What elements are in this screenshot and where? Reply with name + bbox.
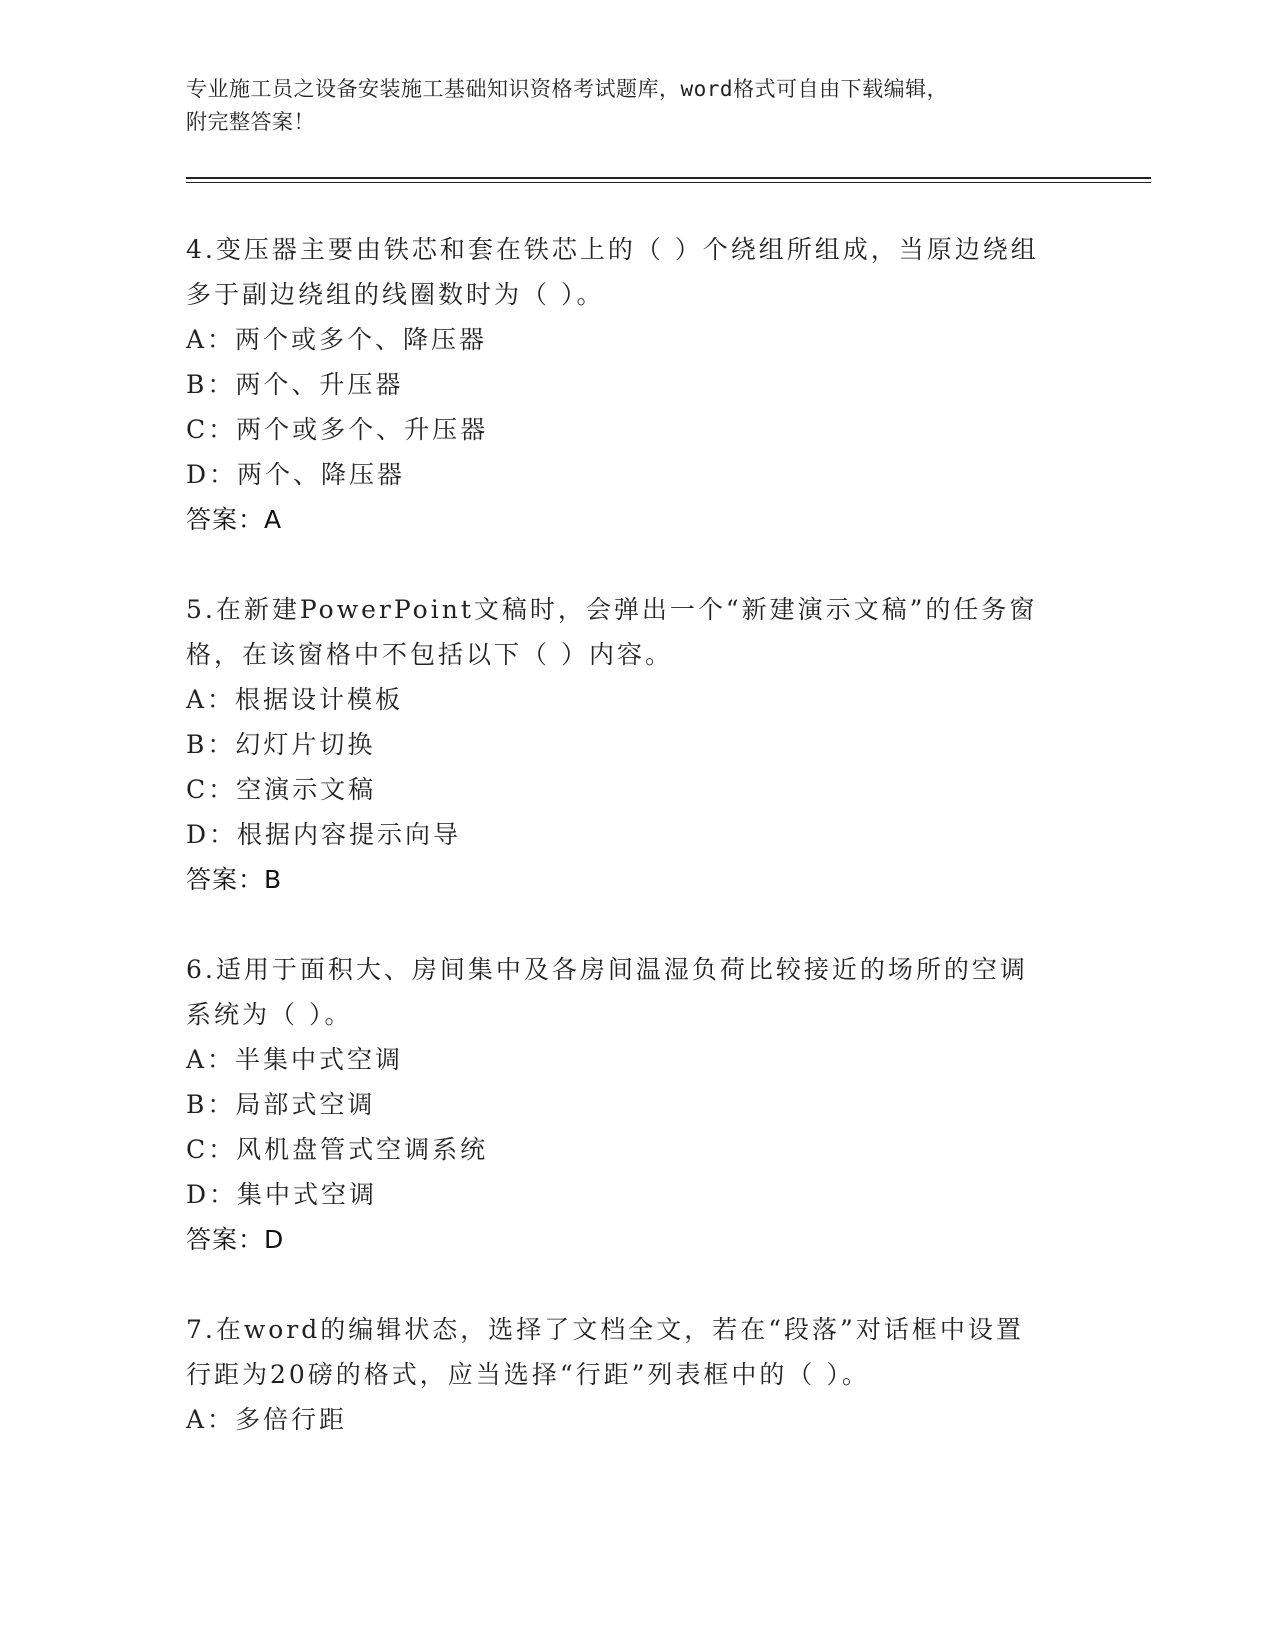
question-7 xyxy=(186,1307,1086,1442)
document-header xyxy=(186,73,1066,139)
option-c: C：空演示文稿 xyxy=(186,775,377,804)
option-b: B：两个、升压器 xyxy=(186,370,404,399)
option-a: A：半集中式空调 xyxy=(186,1045,404,1074)
question-text-line: 5.在新建PowerPoint文稿时，会弹出一个“新建演示文稿”的任务窗 xyxy=(186,595,1038,624)
answer-label: 答案：A xyxy=(186,505,283,534)
question-text-line: 多于副边绕组的线圈数时为（ ）。 xyxy=(186,280,605,309)
question-text-line: 系统为（ ）。 xyxy=(186,1000,353,1029)
option-d: D：根据内容提示向导 xyxy=(186,820,462,849)
question-text-line: 6.适用于面积大、房间集中及各房间温湿负荷比较接近的场所的空调 xyxy=(186,955,1028,984)
answer-label: 答案：B xyxy=(186,865,283,894)
header-divider-thin xyxy=(186,182,1151,183)
option-a: A：多倍行距 xyxy=(186,1405,348,1434)
answer-label: 答案：D xyxy=(186,1225,285,1254)
question-text-line: 行距为20磅的格式，应当选择“行距”列表框中的（ ）。 xyxy=(186,1360,870,1389)
question-6 xyxy=(186,947,1086,1262)
option-c: C：风机盘管式空调系统 xyxy=(186,1135,489,1164)
option-c: C：两个或多个、升压器 xyxy=(186,415,489,444)
question-4 xyxy=(186,227,1086,542)
question-text-line: 7.在word的编辑状态，选择了文档全文，若在“段落”对话框中设置 xyxy=(186,1315,1024,1344)
option-b: B：局部式空调 xyxy=(186,1090,376,1119)
header-line-1: 专业施工员之设备安装施工基础知识资格考试题库，word格式可自由下载编辑， xyxy=(186,77,949,101)
option-b: B：幻灯片切换 xyxy=(186,730,376,759)
option-d: D：集中式空调 xyxy=(186,1180,378,1209)
question-text-line: 4.变压器主要由铁芯和套在铁芯上的（ ）个绕组所组成，当原边绕组 xyxy=(186,235,1039,264)
question-5 xyxy=(186,587,1086,902)
option-a: A：根据设计模板 xyxy=(186,685,404,714)
option-a: A：两个或多个、降压器 xyxy=(186,325,488,354)
header-line-2: 附完整答案！ xyxy=(186,110,315,134)
header-divider-thick xyxy=(186,177,1151,179)
question-text-line: 格，在该窗格中不包括以下（ ）内容。 xyxy=(186,640,673,669)
option-d: D：两个、降压器 xyxy=(186,460,406,489)
